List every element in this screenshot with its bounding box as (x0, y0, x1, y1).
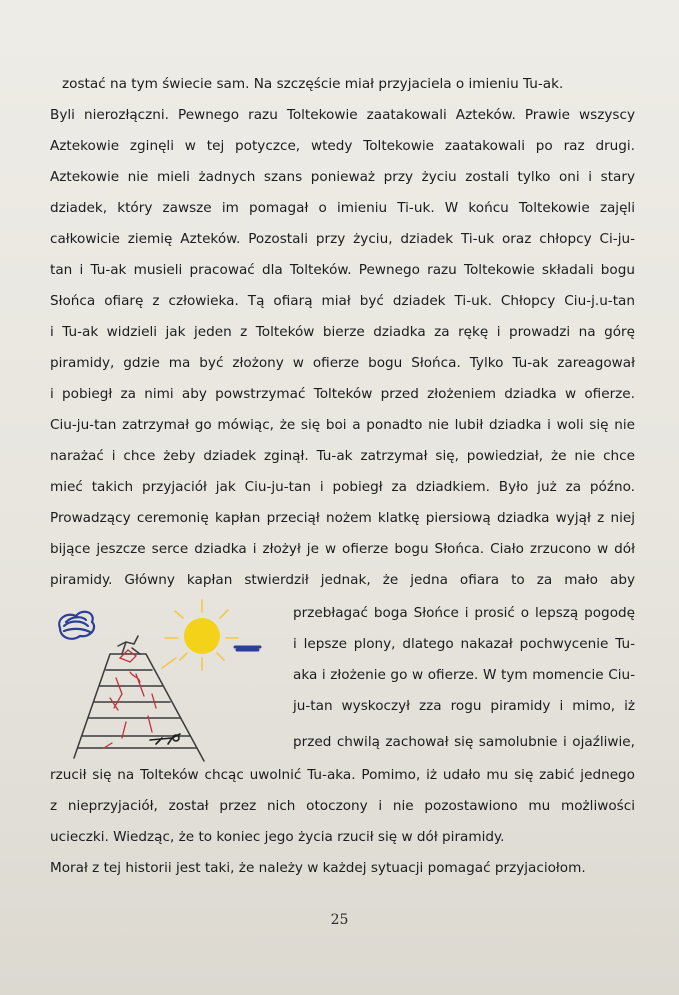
text-line: Aztekowie zginęli w tej potyczce, wtedy Toltekowie zaatakowali po raz drugi. (50, 138, 635, 154)
text-line: dziadek, który zawsze im pomagał o imieniu Ti-uk. W końcu Toltekowie zajęli (50, 200, 635, 216)
text-line: z nieprzyjaciół, został przez nich otoczony i nie pozostawiono mu możliwości (50, 798, 635, 814)
text-line: tan i Tu-ak musieli pracować dla Tolteków. Pewnego razu Toltekowie składali bogu (50, 262, 635, 278)
text-line: przed chwilą zachował się samolubnie i ojaźliwie, (293, 734, 635, 750)
red-scribble-icon (104, 650, 156, 748)
text-line: Słońca ofiarę z człowieka. Tą ofiarą miał być dziadek Ti-uk. Chłopcy Ciu-j.u-tan (50, 293, 635, 309)
text-line: Prowadzący ceremonię kapłan przeciął nożem klatkę piersiową dziadka wyjął z niej (50, 510, 635, 526)
text-line: Byli nierozłączni. Pewnego razu Toltekowie zaatakowali Azteków. Prawie wszyscy (50, 107, 635, 123)
text-line: i lepsze plony, dlatego nakazał pochwycenie Tu- (293, 636, 635, 652)
text-line: aka i złożenie go w ofierze. W tym momencie Ciu- (293, 667, 635, 683)
text-line: zostać na tym świecie sam. Na szczęście miał przyjaciela o imieniu Tu-ak. (62, 76, 564, 92)
text-line: ucieczki. Wiedząc, że to koniec jego życia rzucił się w dół piramidy. (50, 829, 505, 845)
text-line: Aztekowie nie mieli żadnych szans ponieważ przy życiu zostali tylko oni i stary (50, 169, 635, 185)
cloud-scribble-icon (59, 612, 94, 639)
text-line: Ciu-ju-tan zatrzymał go mówiąc, że się boi a ponadto nie lubił dziadka i woli się nie (50, 417, 635, 433)
pyramid-sun-drawing (52, 598, 287, 768)
text-line: całkowicie ziemię Azteków. Pozostali przy życiu, dziadek Ti-uk oraz chłopcy Ci-ju- (50, 231, 635, 247)
text-line: piramidy. Główny kapłan stwierdził jednak, że jedna ofiara to za mało aby (50, 572, 635, 588)
text-line: piramidy, gdzie ma być złożony w ofierze bogu Słońca. Tylko Tu-ak zareagował (50, 355, 635, 371)
text-line: przebłagać boga Słońce i prosić o lepszą pogodę (293, 605, 635, 621)
page-number: 25 (330, 912, 349, 928)
cloud-dash-icon (235, 647, 260, 650)
sun-icon (162, 600, 238, 670)
text-line: mieć takich przyjaciół jak Ciu-ju-tan i pobiegł za dziadkiem. Było już za późno. (50, 479, 635, 495)
text-line: bijące jeszcze serce dziadka i złożył je w ofierze bogu Słońca. Ciało zrzucono w dół (50, 541, 635, 557)
text-line: rzucił się na Tolteków chcąc uwolnić Tu-aka. Pomimo, iż udało mu się zabić jednego (50, 767, 635, 783)
text-line: Morał z tej historii jest taki, że należy w każdej sytuacji pomagać przyjaciołom. (50, 860, 586, 876)
text-line: i Tu-ak widzieli jak jeden z Tolteków bierze dziadka za rękę i prowadzi na górę (50, 324, 635, 340)
text-line: narażać i chce żeby dziadek zginął. Tu-ak zatrzymał się, powiedział, że nie chce (50, 448, 635, 464)
text-line: ju-tan wyskoczył zza rogu piramidy i mimo, iż (293, 698, 635, 714)
text-line: i pobiegł za nimi aby powstrzymać Tolteków przed złożeniem dziadka w ofierze. (50, 386, 635, 402)
